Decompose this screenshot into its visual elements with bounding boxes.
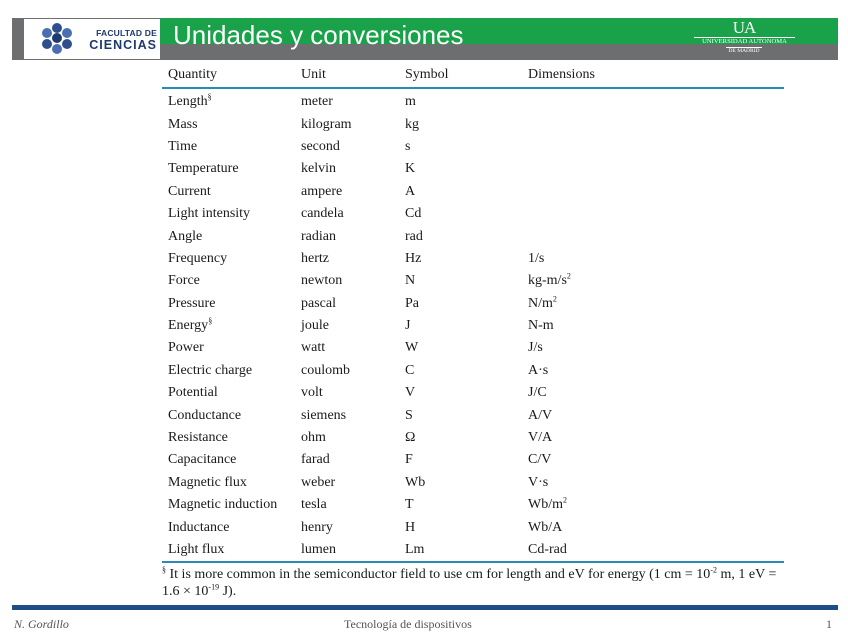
cell-unit: tesla <box>301 497 327 513</box>
dimensions-label: kg-m/s <box>528 273 567 289</box>
cell-unit: hertz <box>301 250 329 266</box>
cell-symbol: J <box>405 318 411 334</box>
cell-dimensions <box>522 293 784 315</box>
cell-symbol: Pa <box>405 295 419 311</box>
cell-symbol: kg <box>405 116 419 132</box>
cell-dimensions <box>522 539 784 562</box>
quantity-label: Magnetic induction <box>168 497 278 513</box>
cell-unit: kilogram <box>301 116 352 132</box>
cell-dimensions <box>522 158 784 180</box>
dimensions-label: 1/s <box>528 250 545 266</box>
table-row <box>162 181 784 203</box>
cell-dimensions <box>522 516 784 538</box>
cell-quantity <box>162 136 295 158</box>
page-number: 1 <box>826 617 832 631</box>
cell-dimensions <box>522 113 784 135</box>
cell-symbol: s <box>405 138 411 154</box>
dimensions-label: J/s <box>528 340 543 356</box>
footer-rule <box>12 605 838 610</box>
cell-symbol: Wb <box>405 474 426 490</box>
cell-quantity <box>162 404 295 426</box>
footer-author: N. Gordillo <box>14 617 69 631</box>
quantity-label: Length <box>168 94 208 110</box>
dimensions-label: N-m <box>528 318 554 334</box>
quantity-label: Light flux <box>168 542 225 557</box>
cell-unit: second <box>301 138 340 154</box>
cell-symbol: N <box>405 273 416 289</box>
footnote-text-b: m, 1 eV = 1.6 × 10 <box>162 567 777 599</box>
cell-symbol: S <box>405 407 413 423</box>
table-row <box>162 516 784 538</box>
cell-symbol: H <box>405 519 416 535</box>
quantity-label: Electric charge <box>168 362 253 378</box>
footnote-text-a: It is more common in the semiconductor field to use cm for length and eV for energy (1 cm = 10 <box>166 567 711 582</box>
dimensions-exponent: 2 <box>566 271 571 281</box>
footnote-reference: § <box>208 316 213 326</box>
dimensions-label: C/V <box>528 452 552 468</box>
cell-dimensions <box>522 270 784 292</box>
table-row <box>162 539 784 562</box>
cell-unit: newton <box>301 273 343 289</box>
quantity-label: Mass <box>168 116 198 132</box>
cell-quantity <box>162 472 295 494</box>
cell-unit: kelvin <box>301 161 336 177</box>
cell-symbol: V <box>405 385 416 401</box>
cell-symbol: C <box>405 362 415 378</box>
dimensions-label: A/V <box>528 407 553 423</box>
molecule-icon <box>37 22 77 56</box>
cell-quantity <box>162 270 295 292</box>
cell-unit: farad <box>301 452 330 468</box>
units-table <box>162 63 784 563</box>
cell-dimensions <box>522 248 784 270</box>
cell-unit: siemens <box>301 407 347 423</box>
cell-quantity <box>162 360 295 382</box>
dimensions-label: A·s <box>528 362 549 378</box>
quantity-label: Angle <box>168 228 203 244</box>
cell-quantity <box>162 225 295 247</box>
dimensions-label: J/C <box>528 385 547 401</box>
quantity-label: Capacitance <box>168 452 237 468</box>
cell-dimensions <box>522 88 784 113</box>
cell-quantity <box>162 337 295 359</box>
quantity-label: Current <box>168 183 211 199</box>
cell-quantity <box>162 113 295 135</box>
cell-quantity <box>162 494 295 516</box>
table-header-row <box>162 63 784 88</box>
cell-dimensions <box>522 315 784 337</box>
cell-quantity <box>162 181 295 203</box>
cell-unit: ohm <box>301 430 326 446</box>
cell-dimensions <box>522 494 784 516</box>
cell-quantity <box>162 293 295 315</box>
cell-quantity <box>162 203 295 225</box>
uam-monogram: UA <box>732 18 756 37</box>
faculty-name <box>85 29 157 51</box>
cell-unit: candela <box>301 206 344 222</box>
table-row <box>162 494 784 516</box>
cell-quantity <box>162 88 295 113</box>
dimensions-exponent: 2 <box>563 495 567 505</box>
footnote-exponent-a: -2 <box>710 565 717 575</box>
cell-quantity <box>162 516 295 538</box>
footnote-reference: § <box>207 92 212 102</box>
cell-symbol: K <box>405 161 416 177</box>
cell-unit: meter <box>301 94 333 110</box>
dimensions-label: Wb/A <box>528 519 563 535</box>
table-row <box>162 360 784 382</box>
footer-course: Tecnología de dispositivos <box>344 617 472 631</box>
cell-quantity <box>162 382 295 404</box>
cell-symbol: A <box>405 183 416 199</box>
table-row <box>162 315 784 337</box>
cell-unit: radian <box>301 228 336 244</box>
cell-dimensions <box>522 472 784 494</box>
cell-quantity <box>162 248 295 270</box>
footnote-text-c: J). <box>219 584 237 599</box>
cell-unit: ampere <box>301 183 343 199</box>
cell-unit: pascal <box>301 295 336 311</box>
table-row <box>162 248 784 270</box>
cell-dimensions <box>522 337 784 359</box>
cell-quantity <box>162 539 295 562</box>
cell-unit: joule <box>301 318 329 334</box>
faculty-name-line2: CIENCIAS <box>89 37 157 52</box>
cell-symbol: Cd <box>405 206 422 222</box>
table-row <box>162 113 784 135</box>
cell-dimensions <box>522 225 784 247</box>
table-row <box>162 293 784 315</box>
uam-name: UNIVERSIDAD AUTONOMA <box>694 37 795 46</box>
footnote-exponent-b: -19 <box>208 582 220 592</box>
cell-dimensions <box>522 360 784 382</box>
cell-dimensions <box>522 427 784 449</box>
table-row <box>162 225 784 247</box>
cell-dimensions <box>522 382 784 404</box>
cell-symbol: F <box>405 452 413 468</box>
cell-quantity <box>162 449 295 471</box>
quantity-label: Power <box>168 340 204 356</box>
quantity-label: Inductance <box>168 519 230 535</box>
table-row <box>162 337 784 359</box>
cell-symbol: m <box>405 94 416 110</box>
table-row <box>162 404 784 426</box>
faculty-name-line1: FACULTAD DE <box>96 28 157 38</box>
cell-dimensions <box>522 203 784 225</box>
quantity-label: Force <box>168 273 200 289</box>
dimensions-label: V/A <box>528 430 553 446</box>
cell-unit: lumen <box>295 539 399 562</box>
quantity-label: Frequency <box>168 250 228 266</box>
faculty-logo <box>24 19 160 59</box>
page-title: Unidades y conversiones <box>173 20 464 50</box>
quantity-label: Energy <box>168 318 209 334</box>
table-row <box>162 449 784 471</box>
column-header-symbol: Symbol <box>399 63 522 88</box>
cell-quantity <box>162 427 295 449</box>
cell-symbol: W <box>405 340 419 356</box>
dimensions-label: Wb/m <box>528 497 563 513</box>
quantity-label: Light intensity <box>168 206 251 222</box>
cell-symbol: T <box>405 497 414 513</box>
table-row <box>162 427 784 449</box>
quantity-label: Potential <box>168 385 218 401</box>
footnote-mark: § <box>162 565 166 575</box>
uam-subname: DE MADRID <box>726 47 762 55</box>
table-row <box>162 88 784 113</box>
cell-dimensions <box>522 181 784 203</box>
units-table-body <box>162 88 784 562</box>
column-header-unit: Unit <box>295 63 399 88</box>
table-row <box>162 203 784 225</box>
quantity-label: Temperature <box>168 161 239 177</box>
cell-unit: henry <box>301 519 333 535</box>
dimensions-label: Cd-rad <box>528 542 567 557</box>
quantity-label: Magnetic flux <box>168 474 247 490</box>
cell-symbol: Hz <box>405 250 422 266</box>
uam-logo <box>692 18 797 60</box>
cell-dimensions <box>522 136 784 158</box>
quantity-label: Pressure <box>168 295 216 311</box>
cell-unit: weber <box>301 474 336 490</box>
cell-dimensions <box>522 449 784 471</box>
cell-quantity <box>162 315 295 337</box>
table-row <box>162 158 784 180</box>
dimensions-label: V·s <box>528 474 549 490</box>
cell-unit: watt <box>301 340 326 356</box>
quantity-label: Conductance <box>168 407 242 423</box>
table-row <box>162 382 784 404</box>
column-header-dimensions: Dimensions <box>522 63 784 88</box>
cell-dimensions <box>522 404 784 426</box>
quantity-label: Time <box>168 138 198 154</box>
cell-unit: coulomb <box>301 362 350 378</box>
column-header-quantity: Quantity <box>162 63 295 88</box>
footnote <box>162 566 792 600</box>
table-row <box>162 472 784 494</box>
table-row <box>162 270 784 292</box>
cell-symbol: Lm <box>399 539 522 562</box>
dimensions-label: N/m <box>528 295 553 311</box>
table-row <box>162 136 784 158</box>
cell-symbol: rad <box>405 228 423 244</box>
quantity-label: Resistance <box>168 430 228 446</box>
cell-quantity <box>162 158 295 180</box>
dimensions-exponent: 2 <box>552 294 557 304</box>
cell-unit: volt <box>301 385 323 401</box>
cell-symbol: Ω <box>405 430 416 446</box>
